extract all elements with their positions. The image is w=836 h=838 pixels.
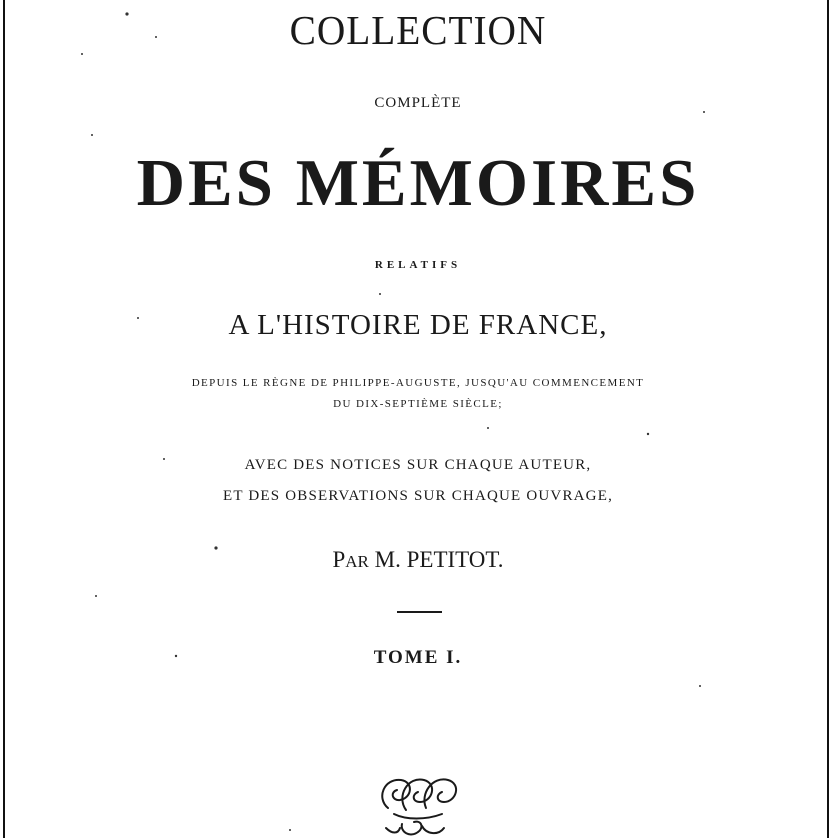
subtitle-avec-line2: ET DES OBSERVATIONS SUR CHAQUE OUVRAGE,	[222, 488, 614, 504]
title-memoires: DES MÉMOIRES	[136, 146, 700, 220]
author-line	[0, 547, 836, 573]
page-border	[3, 0, 829, 838]
title-relatifs: RELATIFS	[374, 259, 462, 271]
title-complete: COMPLÈTE	[374, 95, 462, 111]
publisher-monogram-icon	[366, 768, 476, 838]
subtitle-avec-line1: AVEC DES NOTICES SUR CHAQUE AUTEUR,	[244, 457, 592, 473]
title-histoire: A L'HISTOIRE DE FRANCE,	[228, 309, 608, 341]
subtitle-depuis-line2: DU DIX-SEPTIÈME SIÈCLE;	[333, 398, 503, 410]
subtitle-depuis-line1: DEPUIS LE RÈGNE DE PHILIPPE-AUGUSTE, JUSQU'AU COMMENCEMENT	[191, 377, 645, 389]
author-prefix-initial: P	[332, 547, 346, 572]
separator-rule	[397, 611, 442, 613]
volume-label: TOME I.	[373, 647, 463, 668]
author-prefix-rest: AR	[345, 552, 369, 571]
title-collection: COLLECTION	[289, 7, 547, 53]
author-name: M. PETITOT.	[368, 547, 504, 572]
